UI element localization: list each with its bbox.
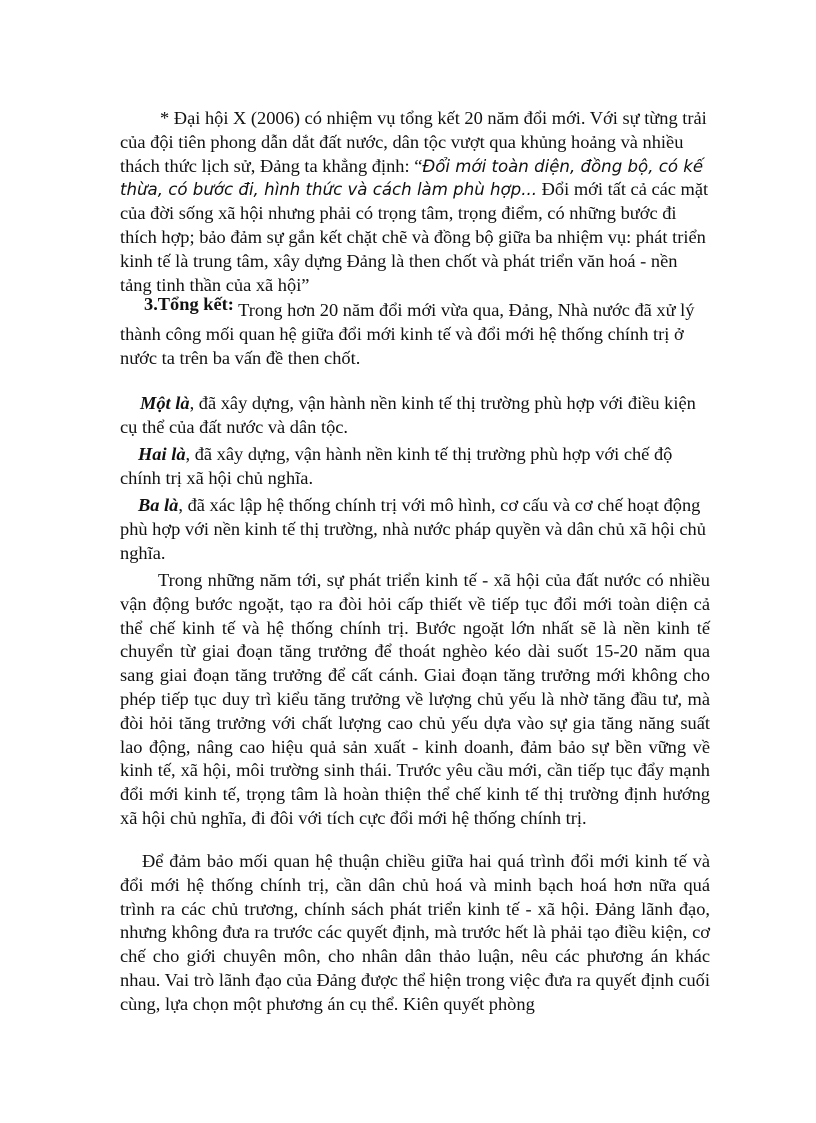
paragraph-future-development: Trong những năm tới, sự phát triển kinh tế - xã hội của đất nước có nhiều vận động bước ngoặt, tạo ra đòi hỏi cấp thiết về tiếp tục đổi mới toàn diện cả thể chế kinh tế và hệ thống chính trị. Bước ngoặt lớn nhất sẽ là nền kinh tế chuyển từ giai đoạn tăng trưởng để thoát nghèo kéo dài suốt 15-20 năm qua sang giai đoạn tăng trưởng để cất cánh. Giai đoạn tăng trưởng mới không cho phép tiếp tục duy trì kiểu tăng trưởng về lượng chủ yếu là nhờ tăng đầu tư, mà đòi hỏi tăng trưởng với chất lượng cao chủ yếu dựa vào sự gia tăng năng suất lao động, nâng cao hiệu quả sản xuất - kinh doanh, đảm bảo sự bền vững về kinh tế, xã hội, môi trường sinh thái. Trước yêu cầu mới, cần tiếp tục đẩy mạnh đổi mới kinh tế, trọng tâm là hoàn thiện thể chế kinh tế thị trường định hướng xã hội chủ nghĩa, đi đôi với tích cực đổi mới hệ thống chính trị. bbox=[120, 570, 710, 828]
paragraph-democratization: Để đảm bảo mối quan hệ thuận chiều giữa hai quá trình đổi mới kinh tế và đổi mới hệ thống chính trị, cần dân chủ hoá và minh bạch hoá hơn nữa quá trình ra các chủ trương, chính sách phát triển kinh tế - xã hội. Đảng lãnh đạo, nhưng không đưa ra trước các quyết định, mà trước hết là phải tạo điều kiện, cơ chế cho giới chuyên môn, cho nhân dân thảo luận, nêu các phương án khác nhau. Vai trò lãnh đạo của Đảng được thể hiện trong việc đưa ra quyết định cuối cùng, lựa chọn một phương án cụ thể. Kiên quyết phòng bbox=[120, 851, 710, 1014]
point-lead: Hai là bbox=[138, 444, 186, 464]
paragraph-point-three bbox=[120, 494, 710, 565]
paragraph-summary bbox=[120, 294, 710, 370]
section-heading: 3.Tổng kết: bbox=[144, 294, 234, 314]
paragraph-text: * Đại hội X (2006) có nhiệm vụ tổng kết 20 năm đổi mới. Với sự từng trải của đội tiên phong dẫn dắt đất nước, dân tộc vượt qua khủng hoảng và nhiều thách thức lịch sử, Đảng ta khẳng định: “ bbox=[120, 108, 707, 176]
quoted-italic-text: Đổi mới toàn diện, đồng bộ, có kế thừa, có bước đi, hình thức và cách làm phù hợp... bbox=[120, 156, 704, 200]
paragraph-point-one bbox=[120, 392, 710, 440]
paragraph-text: , đã xây dựng, vận hành nền kinh tế thị trường phù hợp với điều kiện cụ thể của đất nước và dân tộc. bbox=[120, 393, 696, 437]
point-lead: Ba là bbox=[138, 495, 179, 515]
paragraph-point-two bbox=[120, 443, 710, 491]
paragraph-text: , đã xác lập hệ thống chính trị với mô hình, cơ cấu và cơ chế hoạt động phù hợp với nền kinh tế thị trường, nhà nước pháp quyền và dân chủ xã hội chủ nghĩa. bbox=[120, 495, 706, 563]
paragraph-dai-hoi-x bbox=[120, 107, 710, 297]
point-lead: Một là bbox=[140, 393, 190, 413]
paragraph-text: Trong hơn 20 năm đổi mới vừa qua, Đảng, Nhà nước đã xử lý thành công mối quan hệ giữa đổi mới kinh tế và đổi mới hệ thống chính trị ở nước ta trên ba vấn đề then chốt. bbox=[120, 300, 695, 368]
paragraph-text: , đã xây dựng, vận hành nền kinh tế thị trường phù hợp với chế độ chính trị xã hội chủ nghĩa. bbox=[120, 444, 673, 488]
paragraph-text: Đổi mới tất cả các mặt của đời sống xã hội nhưng phải có trọng tâm, trọng điểm, có những bước đi thích hợp; bảo đảm sự gắn kết chặt chẽ và đồng bộ giữa ba nhiệm vụ: phát triển kinh tế là trung tâm, xây dựng Đảng là then chốt và phát triển văn hoá - nền tảng tinh thần của xã hội” bbox=[120, 179, 709, 295]
